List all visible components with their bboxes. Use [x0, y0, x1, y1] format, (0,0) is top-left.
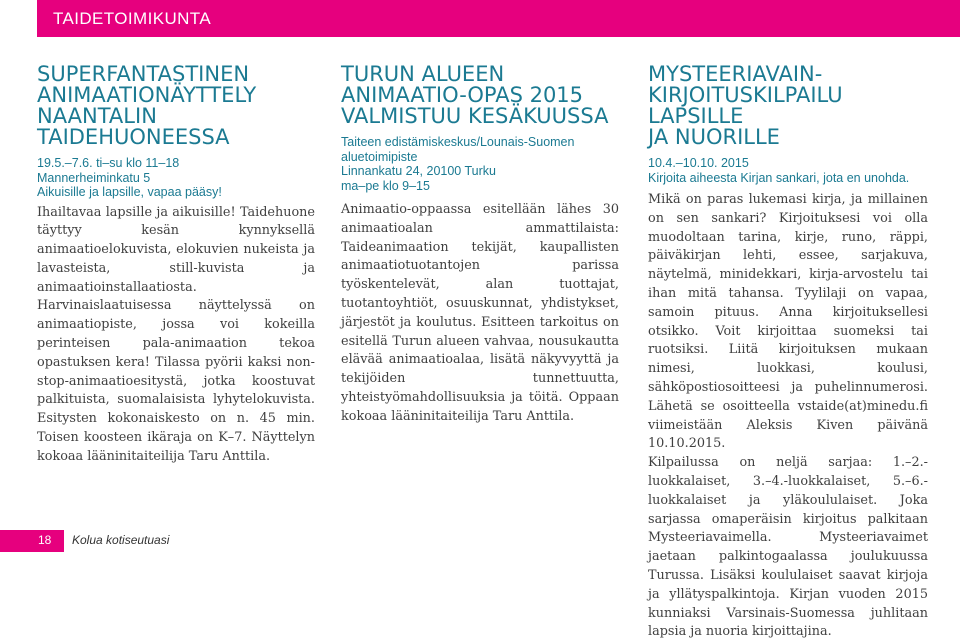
section-header-bar: [37, 0, 960, 37]
article-animation-guide: [341, 64, 619, 427]
article-headline: TURUN ALUEEN ANIMAATIO-OPAS 2015 VALMISTUU KESÄKUUSSA: [341, 62, 609, 128]
event-dates: 19.5.–7.6. ti–su klo 11–18: [37, 156, 180, 170]
publication-name: Kolua kotiseutuasi: [72, 533, 170, 547]
competition-theme: Kirjoita aiheesta Kirjan sankari, jota en unohda.: [648, 170, 910, 185]
article-animation-exhibition: [37, 64, 315, 467]
event-details: [341, 135, 619, 193]
article-headline: MYSTEERIAVAIN- KIRJOITUSKILPAILU LAPSILLE JA NUORILLE: [648, 62, 843, 149]
article-paragraph: Kilpailussa on neljä sarjaa: 1.–2.-luokkalaiset, 3.–4.-luokkalaiset, 5.–6.-luokkalaiset ja yläkoululaiset. Joka sarjassa omaperäisin kirjoitus palkitaan Mysteeriavaimella. Mysteeriavaimet jaetaan palkintogaalassa joulukuussa Turussa. Lisäksi koululaiset saavat kirjoja ja yllätyspalkintoja. Kirjan vuoden 2015 kunniaksi Varsinais-Suomessa juhlitaan lapsia ja nuoria kirjoittajina.: [648, 455, 928, 640]
event-address: Linnankatu 24, 20100 Turku: [341, 164, 496, 178]
event-address: Mannerheiminkatu 5: [37, 170, 151, 185]
footer-bar: [0, 530, 63, 552]
article-body: [341, 201, 619, 427]
opening-hours: ma–pe klo 9–15: [341, 178, 430, 193]
organizer: Taiteen edistämiskeskus/Lounais-Suomen aluetoimipiste: [341, 135, 575, 164]
event-audience: Aikuisille ja lapsille, vapaa pääsy!: [37, 185, 222, 199]
footer-divider: [63, 530, 64, 552]
article-paragraph: Ihailtavaa lapsille ja aikuisille! Taidehuone täyttyy kesän kynnyksellä animaatioelokuvista, elokuvien nukeista ja lavasteista, still-kuvista ja animaatioinstallaatiosta. Harvinaislaatuisessa näyttelyssä on animaatiopiste, jossa voi kokeilla perinteisen pala-animaation tekoa opastuksen kera! Tilassa pyörii kaksi non-stop-animaatioesitystä, jotka koostuvat palkituista, suomalaisista lyhytelokuvista. Esitysten kokonaiskesto on n. 45 min. Toisen koosteen ikäraja on K–7. Näyttelyn kokoaa lääninitaiteilija Taru Anttila.: [37, 204, 315, 464]
event-details: [648, 156, 928, 185]
article-writing-competition: [648, 64, 928, 642]
page-number: 18: [38, 533, 52, 547]
article-paragraph: Mikä on paras lukemasi kirja, ja millainen on sen sankari? Kirjoituksesi voi olla muodoltaan tarina, kirje, runo, räppi, päiväkirjan lehti, essee, sarjakuva, näytelmä, minidekkari, kirja-arvostelu tai ihan mitä tahansa. Tyylilaji on vapaa, samoin pituus. Anna kirjoituksellesi otsikko. Voit kirjoittaa suomeksi tai ruotsiksi. Liitä kirjoituksen mukaan nimesi, luokkasi, koulusi, sähköpostiosoitteesi ja puhelinnumerosi. Lähetä se osoitteella vstaide(at)minedu.fi viimeistään Aleksis Kiven päivänä 10.10.2015.: [648, 192, 928, 452]
section-title: TAIDETOIMIKUNTA: [53, 9, 212, 28]
article-body: [648, 191, 928, 642]
event-details: [37, 156, 315, 200]
article-paragraph: Animaatio-oppaassa esitellään lähes 30 animaatioalan ammattilaista: Taideanimaation tekijät, kaupallisten animaatiotuotantojen parissa työskentelevät, alan tuottajat, tuotantoyhtiöt, osuuskunnat, yhdistykset, järjestöt ja koulutus. Esitteen tarkoitus on esitellä Turun alueen vahvaa, nousukautta elävää animaatioalaa, lisätä näkyvyyttä ja tekijöiden tunnettuutta, yhteistyömahdollisuuksia ja töitä. Oppaan kokoaa lääninitaiteilija Taru Anttila.: [341, 202, 619, 424]
event-dates: 10.4.–10.10. 2015: [648, 156, 749, 170]
article-headline: SUPERFANTASTINEN ANIMAATIONÄYTTELY NAANTALIN TAIDEHUONEESSA: [37, 62, 257, 149]
article-body: [37, 204, 315, 467]
